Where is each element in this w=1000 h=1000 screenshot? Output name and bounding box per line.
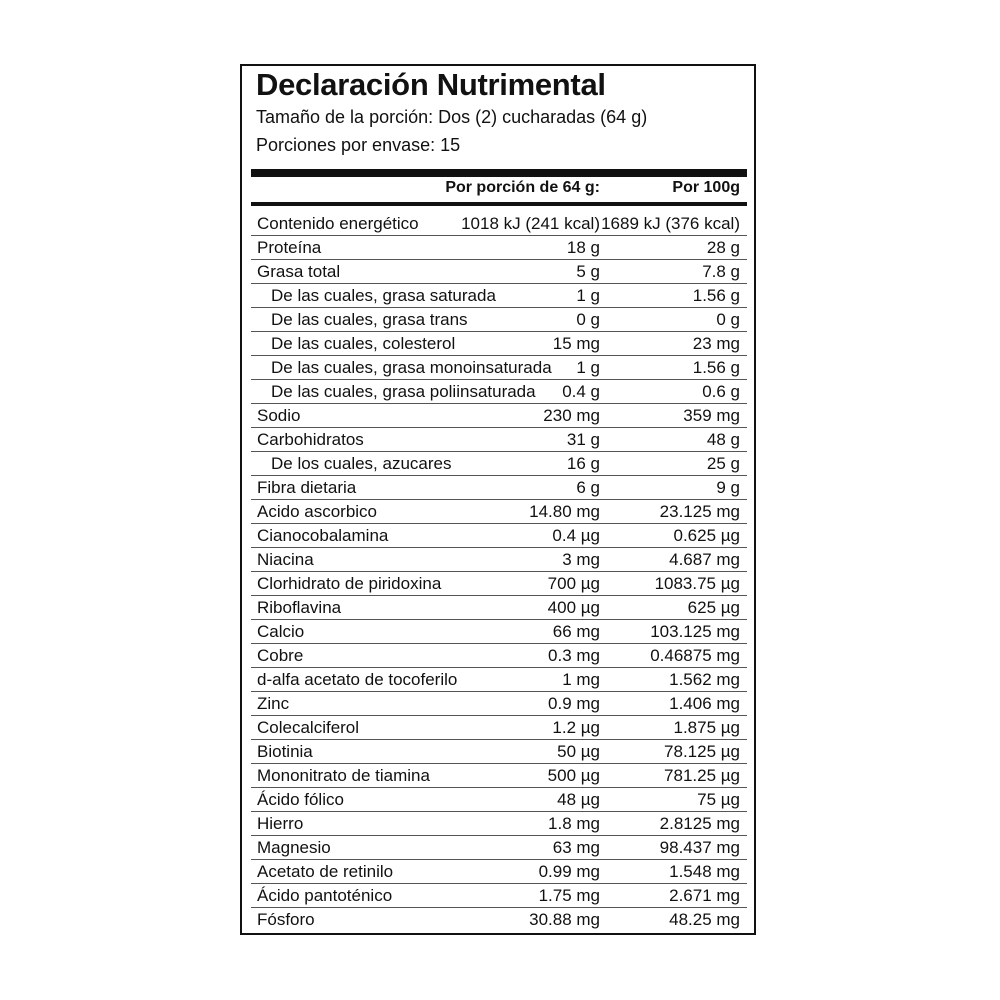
- nutrient-label: Cianocobalamina: [257, 526, 389, 545]
- nutrient-label: Magnesio: [257, 838, 331, 857]
- value-per-100g: 98.437 mg: [659, 838, 740, 857]
- value-per-100g: 625 µg: [687, 598, 740, 617]
- nutrient-row: [251, 572, 747, 596]
- value-per-serving: 14.80 mg: [529, 502, 600, 521]
- nutrient-label: Niacina: [257, 550, 314, 569]
- panel-title: Declaración Nutrimental: [256, 67, 606, 102]
- nutrient-label: Sodio: [257, 406, 301, 425]
- nutrient-label: Cobre: [257, 646, 304, 665]
- nutrient-label: De las cuales, grasa saturada: [271, 286, 496, 305]
- nutrient-row: [251, 884, 747, 908]
- column-header-per-serving: Por porción de 64 g:: [445, 179, 600, 196]
- value-per-serving: 1018 kJ (241 kcal): [461, 214, 600, 233]
- nutrient-label: Riboflavina: [257, 598, 342, 617]
- nutrient-row: [251, 476, 747, 500]
- nutrient-row: [251, 500, 747, 524]
- value-per-100g: 2.671 mg: [669, 886, 740, 905]
- value-per-100g: 25 g: [706, 454, 740, 473]
- value-per-serving: 0.99 mg: [538, 862, 600, 881]
- value-per-serving: 230 mg: [543, 406, 600, 425]
- nutrient-label: De las cuales, grasa poliinsaturada: [271, 382, 536, 401]
- nutrient-row: [251, 332, 747, 356]
- value-per-serving: 48 µg: [557, 790, 600, 809]
- nutrient-label: Mononitrato de tiamina: [257, 766, 430, 785]
- value-per-100g: 28 g: [706, 238, 740, 257]
- nutrient-row: [251, 260, 747, 284]
- value-per-100g: 1.56 g: [692, 358, 740, 377]
- nutrient-row: [251, 668, 747, 692]
- nutrient-row: [251, 380, 747, 404]
- value-per-serving: 5 g: [576, 262, 600, 281]
- nutrition-facts-panel: [240, 64, 756, 935]
- value-per-serving: 1.2 µg: [552, 718, 600, 737]
- servings-per-container: Porciones por envase: 15: [256, 135, 461, 155]
- value-per-100g: 7.8 g: [702, 262, 740, 281]
- nutrient-row: [251, 356, 747, 380]
- value-per-serving: 63 mg: [552, 838, 600, 857]
- nutrient-row: [251, 764, 747, 788]
- nutrient-label: Fósforo: [257, 910, 315, 929]
- nutrient-label: Hierro: [257, 814, 304, 833]
- nutrient-label: Ácido pantoténico: [257, 886, 393, 905]
- nutrient-row: [251, 812, 747, 836]
- nutrient-label: Acetato de retinilo: [257, 862, 394, 881]
- value-per-serving: 0.3 mg: [548, 646, 600, 665]
- nutrient-row: [251, 452, 747, 476]
- nutrient-label: Proteína: [257, 238, 322, 257]
- value-per-serving: 16 g: [566, 454, 600, 473]
- nutrient-label: Grasa total: [257, 262, 341, 281]
- value-per-serving: 30.88 mg: [529, 910, 600, 929]
- value-per-100g: 1083.75 µg: [654, 574, 740, 593]
- nutrient-label: Biotinia: [257, 742, 313, 761]
- nutrient-row: [251, 740, 747, 764]
- value-per-serving: 18 g: [566, 238, 600, 257]
- nutrient-label: De las cuales, grasa trans: [271, 310, 468, 329]
- nutrient-row: [251, 836, 747, 860]
- value-per-100g: 1689 kJ (376 kcal): [601, 214, 740, 233]
- value-per-serving: 3 mg: [562, 550, 600, 569]
- nutrient-label: De los cuales, azucares: [271, 454, 452, 473]
- value-per-100g: 23 mg: [692, 334, 740, 353]
- value-per-100g: 781.25 µg: [664, 766, 740, 785]
- value-per-serving: 0 g: [576, 310, 600, 329]
- thick-divider: [251, 169, 747, 177]
- nutrient-row: [251, 428, 747, 452]
- value-per-serving: 700 µg: [547, 574, 600, 593]
- nutrient-row: [251, 236, 747, 260]
- value-per-serving: 50 µg: [557, 742, 600, 761]
- value-per-serving: 0.4 µg: [552, 526, 600, 545]
- value-per-100g: 0 g: [716, 310, 740, 329]
- nutrient-label: Acido ascorbico: [257, 502, 378, 521]
- nutrient-label: De las cuales, grasa monoinsaturada: [271, 358, 552, 377]
- value-per-100g: 0.46875 mg: [650, 646, 740, 665]
- nutrient-table: [251, 212, 747, 932]
- value-per-serving: 31 g: [566, 430, 600, 449]
- nutrient-row: [251, 308, 747, 332]
- column-header-per-100g: Por 100g: [672, 179, 740, 196]
- value-per-100g: 2.8125 mg: [659, 814, 740, 833]
- nutrient-label: Clorhidrato de piridoxina: [257, 574, 442, 593]
- nutrient-label: Ácido fólico: [257, 790, 344, 809]
- value-per-serving: 1 g: [576, 286, 600, 305]
- value-per-100g: 48 g: [706, 430, 740, 449]
- nutrient-row: [251, 644, 747, 668]
- header-divider: [251, 202, 747, 206]
- value-per-100g: 103.125 mg: [650, 622, 740, 641]
- value-per-100g: 1.875 µg: [673, 718, 740, 737]
- value-per-100g: 1.562 mg: [669, 670, 740, 689]
- nutrient-label: Fibra dietaria: [257, 478, 357, 497]
- nutrient-label: Calcio: [257, 622, 305, 641]
- nutrient-row: [251, 212, 747, 236]
- nutrient-row: [251, 788, 747, 812]
- value-per-100g: 1.548 mg: [669, 862, 740, 881]
- value-per-serving: 0.4 g: [562, 382, 600, 401]
- value-per-100g: 0.6 g: [702, 382, 740, 401]
- nutrient-row: [251, 716, 747, 740]
- value-per-serving: 1.8 mg: [548, 814, 600, 833]
- nutrient-label: De las cuales, colesterol: [271, 334, 456, 353]
- value-per-100g: 1.406 mg: [669, 694, 740, 713]
- value-per-100g: 23.125 mg: [659, 502, 740, 521]
- serving-size: Tamaño de la porción: Dos (2) cucharadas (64 g): [256, 107, 648, 127]
- value-per-100g: 0.625 µg: [673, 526, 740, 545]
- value-per-100g: 4.687 mg: [669, 550, 740, 569]
- value-per-serving: 500 µg: [547, 766, 600, 785]
- nutrient-row: [251, 596, 747, 620]
- nutrient-row: [251, 548, 747, 572]
- nutrient-label: d-alfa acetato de tocoferilo: [257, 670, 458, 689]
- nutrient-row: [251, 524, 747, 548]
- value-per-100g: 48.25 mg: [669, 910, 740, 929]
- value-per-serving: 400 µg: [547, 598, 600, 617]
- value-per-serving: 0.9 mg: [548, 694, 600, 713]
- value-per-100g: 75 µg: [697, 790, 740, 809]
- nutrient-label: Zinc: [257, 694, 290, 713]
- value-per-serving: 1 mg: [562, 670, 600, 689]
- nutrient-label: Carbohidratos: [257, 430, 364, 449]
- value-per-100g: 9 g: [716, 478, 740, 497]
- nutrient-label: Contenido energético: [257, 214, 419, 233]
- nutrient-row: [251, 620, 747, 644]
- value-per-serving: 1.75 mg: [538, 886, 600, 905]
- nutrient-row: [251, 692, 747, 716]
- nutrient-row: [251, 908, 747, 932]
- nutrient-label: Colecalciferol: [257, 718, 360, 737]
- value-per-100g: 1.56 g: [692, 286, 740, 305]
- nutrient-row: [251, 860, 747, 884]
- value-per-serving: 1 g: [576, 358, 600, 377]
- nutrient-row: [251, 284, 747, 308]
- value-per-serving: 15 mg: [552, 334, 600, 353]
- value-per-serving: 6 g: [576, 478, 600, 497]
- value-per-100g: 78.125 µg: [664, 742, 740, 761]
- value-per-100g: 359 mg: [683, 406, 740, 425]
- value-per-serving: 66 mg: [552, 622, 600, 641]
- nutrient-row: [251, 404, 747, 428]
